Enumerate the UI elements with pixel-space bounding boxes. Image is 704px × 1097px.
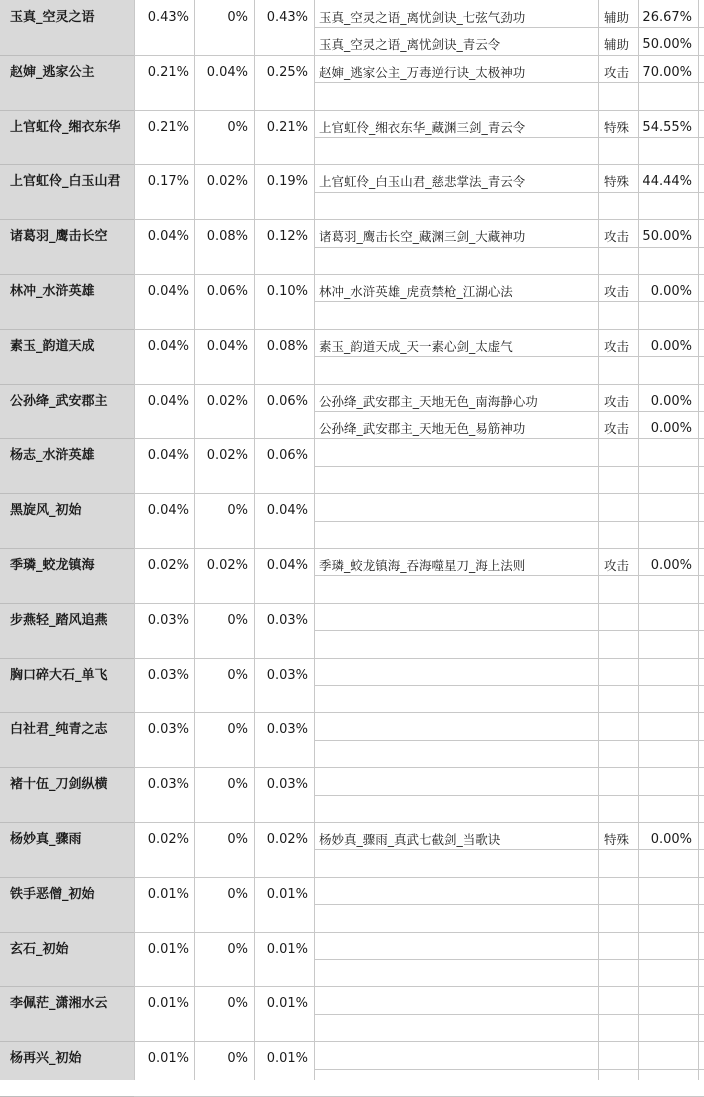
character-name-cell[interactable]: 李佩茫_潇湘水云: [10, 996, 108, 1012]
rate-cell-2[interactable]: 0%: [227, 941, 248, 957]
character-name-cell[interactable]: 林冲_水浒英雄: [10, 284, 95, 299]
row-divider: [134, 219, 704, 220]
row-divider: [314, 1014, 704, 1015]
skill-combo-cell[interactable]: 上官虹伶_白玉山君_慈悲掌法_青云令: [319, 174, 526, 190]
row-divider: [134, 603, 704, 604]
character-name-cell[interactable]: 素玉_韵道天成: [10, 338, 95, 354]
row-divider: [314, 959, 704, 960]
row-divider: [314, 411, 704, 412]
rate-cell-1[interactable]: 0.01%: [147, 1051, 189, 1067]
row-divider: [0, 164, 134, 165]
rate-cell-total[interactable]: 0.03%: [266, 777, 308, 793]
rate-cell-2[interactable]: 0%: [227, 996, 248, 1012]
skill-type-cell[interactable]: 攻击: [604, 284, 630, 299]
skill-type-cell[interactable]: 攻击: [604, 421, 630, 436]
row-divider: [0, 110, 134, 111]
rate-cell-total[interactable]: 0.25%: [266, 64, 308, 80]
rate-cell-1[interactable]: 0.04%: [147, 393, 189, 409]
skill-combo-cell[interactable]: 玉真_空灵之语_离忧剑诀_七弦气劲功: [319, 10, 526, 25]
skill-rate-cell[interactable]: 0.00%: [650, 421, 692, 436]
rate-cell-1[interactable]: 0.04%: [147, 284, 189, 299]
skill-rate-cell[interactable]: 0.00%: [650, 558, 692, 573]
rate-cell-2[interactable]: 0%: [227, 10, 248, 25]
row-divider: [314, 301, 704, 302]
rate-cell-1[interactable]: 0.04%: [147, 448, 189, 464]
row-divider: [134, 164, 704, 165]
row-divider: [0, 712, 134, 713]
row-divider: [134, 822, 704, 823]
rate-cell-2[interactable]: 0%: [227, 722, 248, 738]
rate-cell-2[interactable]: 0.02%: [206, 393, 248, 409]
character-name-cell[interactable]: 诸葛羽_鹰击长空: [10, 229, 108, 245]
character-name-cell[interactable]: 上官虹伶_白玉山君: [10, 174, 121, 190]
skill-rate-cell[interactable]: 50.00%: [642, 229, 692, 245]
rate-cell-1[interactable]: 0.03%: [147, 612, 189, 628]
row-divider: [314, 849, 704, 850]
rate-cell-1[interactable]: 0.04%: [147, 229, 189, 245]
row-divider: [134, 712, 704, 713]
rate-cell-2[interactable]: 0%: [227, 503, 248, 519]
rate-cell-total[interactable]: 0.03%: [266, 667, 308, 683]
rate-cell-2[interactable]: 0.04%: [206, 64, 248, 80]
row-divider: [0, 658, 134, 659]
rate-cell-total[interactable]: 0.12%: [266, 229, 308, 245]
skill-type-cell[interactable]: 特殊: [604, 174, 630, 190]
rate-cell-total[interactable]: 0.04%: [266, 558, 308, 573]
column-divider: [638, 0, 639, 1080]
skill-combo-cell[interactable]: 林冲_水浒英雄_虎贲禁枪_江湖心法: [319, 284, 513, 299]
column-divider: [134, 0, 135, 1080]
row-divider: [134, 877, 704, 878]
character-name-cell[interactable]: 玄石_初始: [10, 941, 69, 957]
skill-rate-cell[interactable]: 26.67%: [642, 10, 692, 25]
skill-type-cell[interactable]: 攻击: [604, 393, 630, 409]
rate-cell-1[interactable]: 0.01%: [147, 886, 189, 902]
row-divider: [0, 493, 134, 494]
row-divider: [314, 27, 704, 28]
row-divider: [0, 438, 134, 439]
rate-cell-2[interactable]: 0%: [227, 886, 248, 902]
row-divider: [134, 986, 704, 987]
skill-combo-cell[interactable]: 公孙绛_武安郡主_天地无色_易筋神功: [319, 421, 526, 436]
row-divider: [134, 384, 704, 385]
character-name-cell[interactable]: 季璘_蛟龙镇海: [10, 558, 95, 573]
rate-cell-1[interactable]: 0.04%: [147, 503, 189, 519]
row-divider: [314, 192, 704, 193]
row-divider: [0, 274, 134, 275]
name-column-background: [0, 0, 134, 1080]
row-divider: [314, 82, 704, 83]
character-name-cell[interactable]: 上官虹伶_缃衣东华: [10, 119, 121, 135]
character-name-cell[interactable]: 杨妙真_骤雨: [10, 832, 82, 847]
character-name-cell[interactable]: 赵婶_逃家公主: [10, 64, 95, 80]
skill-rate-cell[interactable]: 0.00%: [650, 393, 692, 409]
rate-cell-2[interactable]: 0.04%: [206, 338, 248, 354]
rate-cell-1[interactable]: 0.03%: [147, 777, 189, 793]
skill-combo-cell[interactable]: 素玉_韵道天成_天一素心剑_太虚气: [319, 338, 513, 354]
skill-rate-cell[interactable]: 70.00%: [642, 64, 692, 80]
skill-combo-cell[interactable]: 公孙绛_武安郡主_天地无色_南海静心功: [319, 393, 538, 409]
row-divider: [314, 740, 704, 741]
row-divider: [134, 55, 704, 56]
rate-cell-1[interactable]: 0.02%: [147, 558, 189, 573]
row-divider: [314, 247, 704, 248]
character-name-cell[interactable]: 胸口碎大石_单飞: [10, 667, 108, 683]
rate-cell-total[interactable]: 0.04%: [266, 503, 308, 519]
skill-type-cell[interactable]: 攻击: [604, 558, 630, 573]
skill-type-cell[interactable]: 攻击: [604, 338, 630, 354]
character-name-cell[interactable]: 玉真_空灵之语: [10, 10, 95, 25]
row-divider: [0, 1041, 134, 1042]
row-divider: [134, 548, 704, 549]
row-divider: [0, 548, 134, 549]
rate-cell-1[interactable]: 0.21%: [147, 64, 189, 80]
rate-cell-total[interactable]: 0.06%: [266, 393, 308, 409]
skill-type-cell[interactable]: 辅助: [604, 37, 630, 53]
character-name-cell[interactable]: 杨再兴_初始: [10, 1051, 82, 1067]
rate-cell-2[interactable]: 0%: [227, 119, 248, 135]
rate-cell-total[interactable]: 0.01%: [266, 941, 308, 957]
rate-cell-2[interactable]: 0.02%: [206, 448, 248, 464]
character-name-cell[interactable]: 白社君_纯青之志: [10, 722, 108, 738]
rate-cell-1[interactable]: 0.03%: [147, 722, 189, 738]
row-divider: [314, 521, 704, 522]
row-divider: [314, 630, 704, 631]
skill-type-cell[interactable]: 攻击: [604, 64, 630, 80]
character-name-cell[interactable]: 步燕轻_踏风追燕: [10, 612, 108, 628]
row-divider: [134, 767, 704, 768]
rate-cell-total[interactable]: 0.02%: [266, 832, 308, 847]
rate-cell-1[interactable]: 0.01%: [147, 941, 189, 957]
rate-cell-1[interactable]: 0.21%: [147, 119, 189, 135]
skill-rate-cell[interactable]: 44.44%: [642, 174, 692, 190]
skill-type-cell[interactable]: 特殊: [604, 119, 630, 135]
rate-cell-total[interactable]: 0.01%: [266, 996, 308, 1012]
row-divider: [0, 329, 134, 330]
row-divider: [314, 795, 704, 796]
row-divider: [314, 575, 704, 576]
row-divider: [134, 658, 704, 659]
skill-rate-cell[interactable]: 50.00%: [642, 37, 692, 53]
row-divider: [0, 932, 134, 933]
rate-cell-1[interactable]: 0.04%: [147, 338, 189, 354]
column-divider: [194, 0, 195, 1080]
row-divider: [134, 1041, 704, 1042]
row-divider: [314, 137, 704, 138]
rate-cell-1[interactable]: 0.02%: [147, 832, 189, 847]
rate-cell-total[interactable]: 0.03%: [266, 612, 308, 628]
row-divider: [134, 329, 704, 330]
rate-cell-total[interactable]: 0.10%: [266, 284, 308, 299]
row-divider: [314, 685, 704, 686]
rate-cell-total[interactable]: 0.21%: [266, 119, 308, 135]
rate-cell-2[interactable]: 0%: [227, 667, 248, 683]
skill-rate-cell[interactable]: 0.00%: [650, 338, 692, 354]
rate-cell-2[interactable]: 0%: [227, 612, 248, 628]
row-divider: [0, 384, 134, 385]
row-divider: [0, 986, 134, 987]
column-divider: [598, 0, 599, 1080]
character-name-cell[interactable]: 褚十伍_刀剑纵横: [10, 777, 108, 793]
row-divider: [314, 1069, 704, 1070]
rate-cell-2[interactable]: 0.02%: [206, 174, 248, 190]
rate-cell-total[interactable]: 0.01%: [266, 886, 308, 902]
rate-cell-total[interactable]: 0.08%: [266, 338, 308, 354]
row-divider: [0, 767, 134, 768]
skill-type-cell[interactable]: 特殊: [604, 832, 630, 847]
rate-cell-2[interactable]: 0.08%: [206, 229, 248, 245]
skill-type-cell[interactable]: 辅助: [604, 10, 630, 25]
row-divider: [134, 932, 704, 933]
row-divider: [0, 822, 134, 823]
character-name-cell[interactable]: 黑旋风_初始: [10, 503, 82, 519]
skill-combo-cell[interactable]: 玉真_空灵之语_离忧剑诀_青云令: [319, 37, 501, 53]
skill-rate-cell[interactable]: 0.00%: [650, 832, 692, 847]
skill-combo-cell[interactable]: 季璘_蛟龙镇海_吞海噬星刀_海上法则: [319, 558, 526, 573]
row-divider: [0, 219, 134, 220]
column-divider: [254, 0, 255, 1080]
character-name-cell[interactable]: 杨志_水浒英雄: [10, 448, 95, 464]
column-divider: [314, 0, 315, 1080]
rate-cell-1[interactable]: 0.03%: [147, 667, 189, 683]
skill-combo-cell[interactable]: 诸葛羽_鹰击长空_藏渊三剑_大藏神功: [319, 229, 526, 245]
character-name-cell[interactable]: 铁手恶僧_初始: [10, 886, 95, 902]
skill-rate-cell[interactable]: 0.00%: [650, 284, 692, 299]
rate-cell-total[interactable]: 0.03%: [266, 722, 308, 738]
row-divider: [0, 55, 134, 56]
rate-cell-1[interactable]: 0.43%: [147, 10, 189, 25]
row-divider: [0, 603, 134, 604]
row-divider: [314, 904, 704, 905]
rate-cell-1[interactable]: 0.01%: [147, 996, 189, 1012]
row-divider: [314, 356, 704, 357]
rate-cell-2[interactable]: 0%: [227, 1051, 248, 1067]
rate-cell-2[interactable]: 0.06%: [206, 284, 248, 299]
row-divider: [0, 877, 134, 878]
row-divider: [134, 493, 704, 494]
skill-combo-cell[interactable]: 杨妙真_骤雨_真武七截剑_当歌诀: [319, 832, 501, 847]
skill-rate-cell[interactable]: 54.55%: [642, 119, 692, 135]
rate-cell-total[interactable]: 0.19%: [266, 174, 308, 190]
rate-cell-2[interactable]: 0.02%: [206, 558, 248, 573]
rate-cell-total[interactable]: 0.06%: [266, 448, 308, 464]
rate-cell-2[interactable]: 0%: [227, 832, 248, 847]
rate-cell-total[interactable]: 0.01%: [266, 1051, 308, 1067]
rate-cell-1[interactable]: 0.17%: [147, 174, 189, 190]
rate-cell-2[interactable]: 0%: [227, 777, 248, 793]
row-divider: [134, 438, 704, 439]
skill-combo-cell[interactable]: 赵婶_逃家公主_万毒逆行诀_太极神功: [319, 64, 526, 80]
column-divider: [698, 0, 699, 1080]
skill-type-cell[interactable]: 攻击: [604, 229, 630, 245]
row-divider: [134, 110, 704, 111]
character-name-cell[interactable]: 公孙绛_武安郡主: [10, 393, 108, 409]
rate-cell-total[interactable]: 0.43%: [266, 10, 308, 25]
row-divider: [314, 466, 704, 467]
row-divider: [134, 274, 704, 275]
skill-combo-cell[interactable]: 上官虹伶_缃衣东华_藏渊三剑_青云令: [319, 119, 526, 135]
